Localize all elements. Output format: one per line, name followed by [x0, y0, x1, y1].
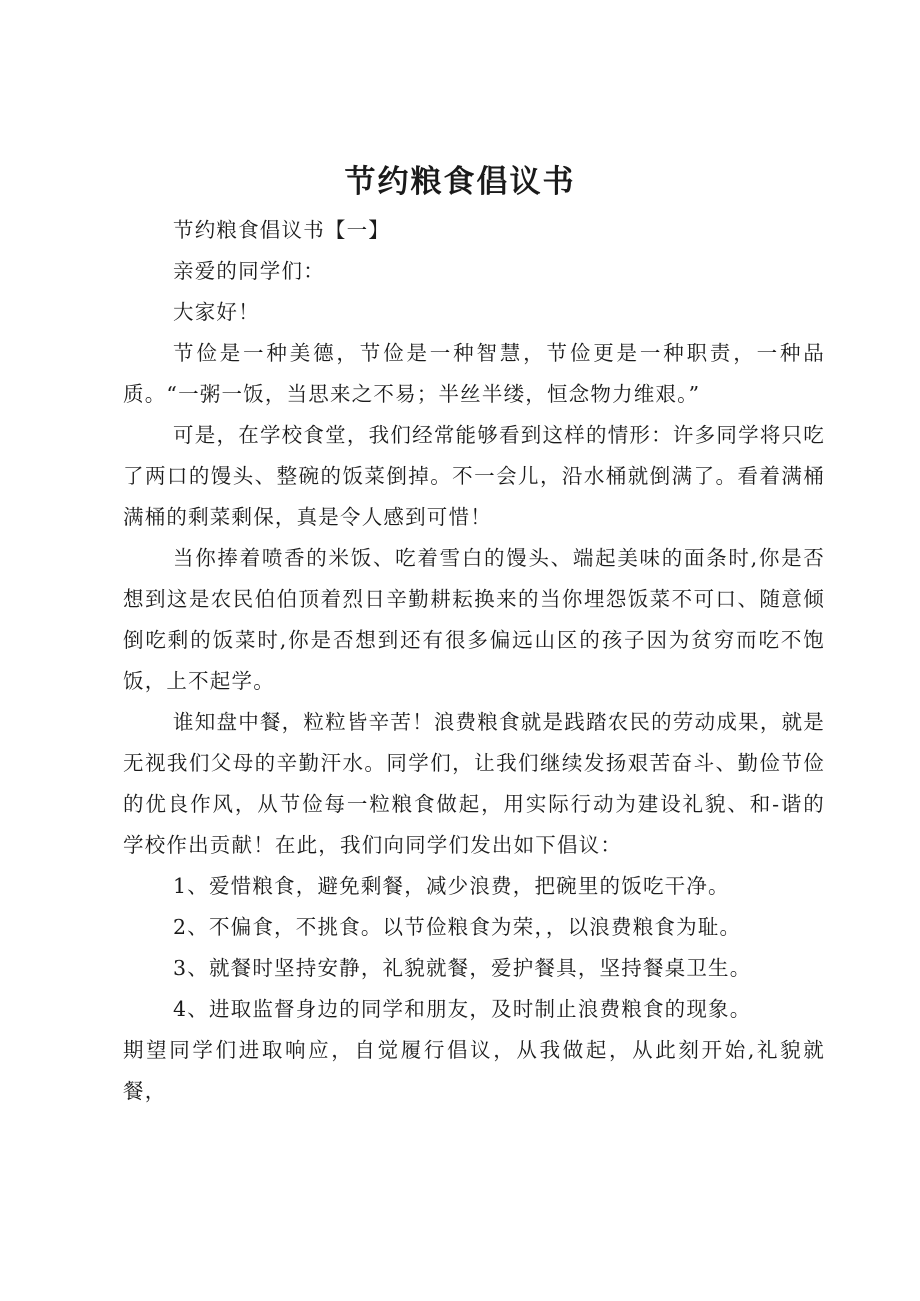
paragraph-canteen: 可是，在学校食堂，我们经常能够看到这样的情形：许多同学将只吃了两口的馒头、整碗的饭菜倒掉。不一会儿，沿水桶就倒满了。看着满桶满桶的剩菜剩保，真是令人感到可惜！ — [123, 423, 825, 529]
proposal-item-4: 4、进取监督身边的同学和朋友，及时制止浪费粮食的现象。 — [173, 997, 752, 1021]
document-body — [123, 210, 825, 1112]
greeting: 大家好！ — [173, 300, 260, 324]
closing-paragraph: 期望同学们进取响应，自觉履行倡议，从我做起，从此刻开始,礼貌就餐， — [123, 1038, 825, 1103]
section-heading: 节约粮食倡议书【一】 — [173, 218, 390, 242]
proposal-item-3: 3、就餐时坚持安静，礼貌就餐，爱护餐具，坚持餐桌卫生。 — [173, 956, 752, 980]
document-title: 节约粮食倡议书 — [344, 164, 576, 200]
proposal-item-1: 1、爱惜粮食，避免剩餐，减少浪费，把碗里的饭吃干净。 — [173, 874, 730, 898]
paragraph-farmers: 当你捧着喷香的米饭、吃着雪白的馒头、端起美味的面条时,你是否想到这是农民伯伯顶着烈日辛勤耕耘换来的当你埋怨饭菜不可口、随意倾倒吃剩的饭菜时,你是否想到还有很多偏远山区的孩子因为贫穷而吃不饱饭，上不起学。 — [123, 546, 825, 693]
paragraph-call: 谁知盘中餐，粒粒皆辛苦！浪费粮食就是践踏农民的劳动成果，就是无视我们父母的辛勤汗水。同学们，让我们继续发扬艰苦奋斗、勤俭节俭的优良作风，从节俭每一粒粮食做起，用实际行动为建设礼貌、和-谐的学校作出贡献！在此，我们向同学们发出如下倡议： — [123, 710, 825, 857]
proposal-item-2: 2、不偏食，不挑食。以节俭粮食为荣，，以浪费粮食为耻。 — [173, 915, 742, 939]
salutation: 亲爱的同学们： — [173, 259, 325, 283]
paragraph-thrift: 节俭是一种美德，节俭是一种智慧，节俭更是一种职责，一种品质。“一粥一饭，当思来之不易；半丝半缕，恒念物力维艰。” — [123, 341, 825, 406]
